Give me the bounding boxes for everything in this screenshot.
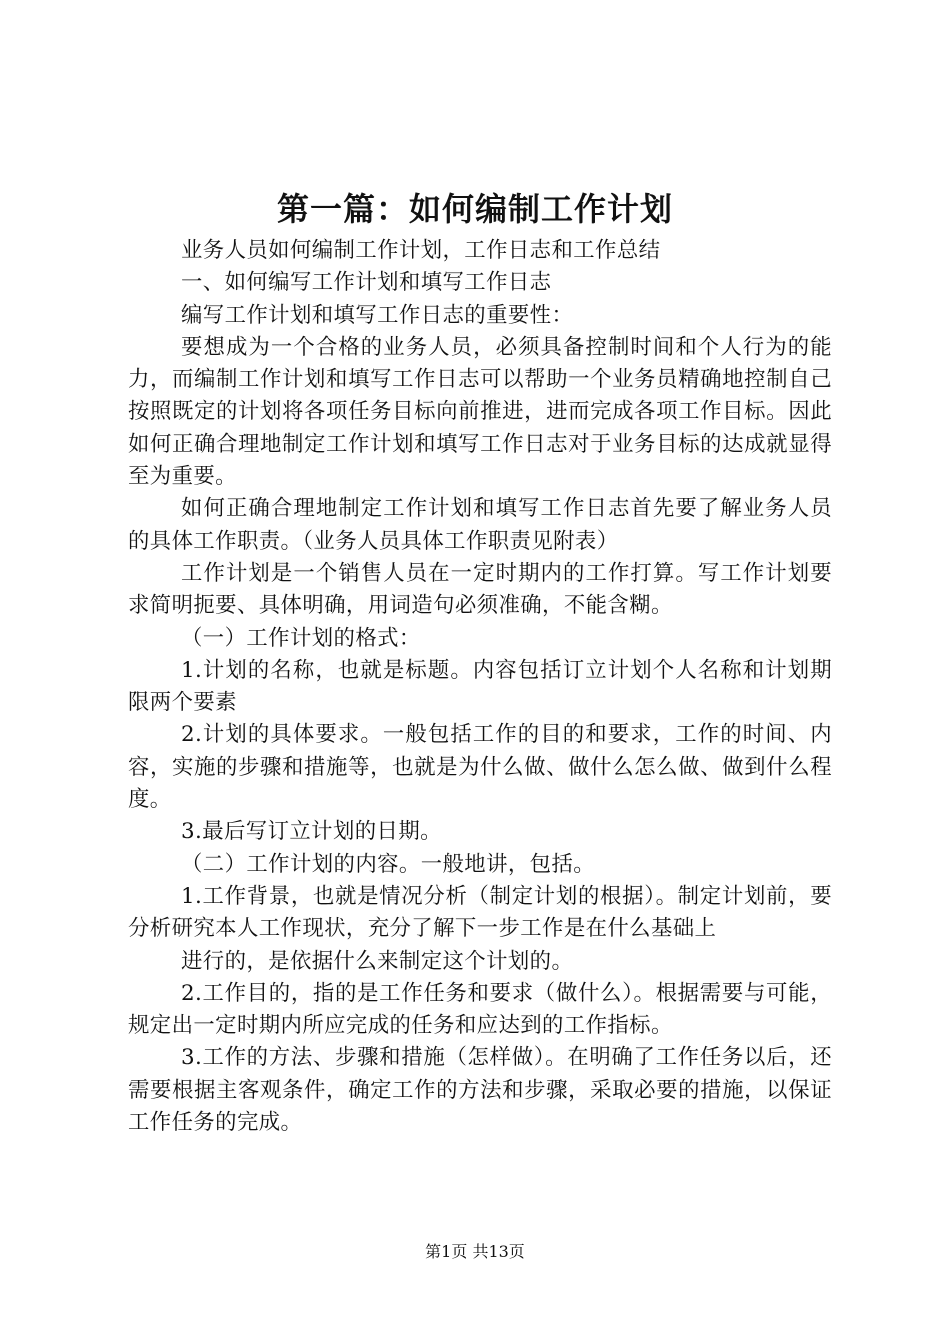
document-body — [128, 235, 832, 1139]
list-item: 2.工作目的，指的是工作任务和要求（做什么）。根据需要与可能，规定出一定时期内所应完成的任务和应达到的工作指标。 — [128, 980, 832, 1039]
list-item: 3.工作的方法、步骤和措施（怎样做）。在明确了工作任务以后，还需要根据主客观条件，确定工作的方法和步骤，采取必要的措施，以保证工作任务的完成。 — [128, 1045, 832, 1136]
paragraph: 要想成为一个合格的业务人员，必须具备控制时间和个人行为的能力，而编制工作计划和填写工作日志可以帮助一个业务员精确地控制自己按照既定的计划将各项任务目标向前推进，进而完成各项工作目标。因此如何正确合理地制定工作计划和填写工作日志对于业务目标的达成就显得至为重要。 — [128, 334, 832, 490]
paragraph: 如何正确合理地制定工作计划和填写工作日志首先要了解业务人员的具体工作职责。（业务人员具体工作职责见附表） — [128, 496, 832, 554]
section-heading: 一、如何编写工作计划和填写工作日志 — [181, 270, 552, 296]
list-item: 3.最后写订立计划的日期。 — [181, 819, 442, 845]
page-title: 第一篇：如何编制工作计划 — [276, 190, 673, 228]
paragraph: 编写工作计划和填写工作日志的重要性： — [181, 302, 574, 328]
list-item: 1.工作背景，也就是情况分析（制定计划的根据）。制定计划前，要分析研究本人工作现状，充分了解下一步工作是在什么基础上 — [128, 883, 832, 942]
paragraph: 工作计划是一个销售人员在一定时期内的工作打算。写工作计划要求简明扼要、具体明确，用词造句必须准确，不能含糊。 — [128, 560, 832, 619]
subsection-heading: （一）工作计划的格式： — [181, 625, 421, 651]
paragraph: 进行的，是依据什么来制定这个计划的。 — [181, 948, 574, 974]
list-item: 2.计划的具体要求。一般包括工作的目的和要求，工作的时间、内容，实施的步骤和措施等，也就是为什么做、做什么怎么做、做到什么程度。 — [128, 722, 832, 813]
page-number: 第1页 共13页 — [425, 1242, 525, 1261]
list-item: 1.计划的名称，也就是标题。内容包括订立计划个人名称和计划期限两个要素 — [128, 657, 832, 716]
paragraph: 业务人员如何编制工作计划，工作日志和工作总结 — [181, 238, 661, 263]
subsection-heading: （二）工作计划的内容。一般地讲，包括。 — [181, 851, 596, 877]
